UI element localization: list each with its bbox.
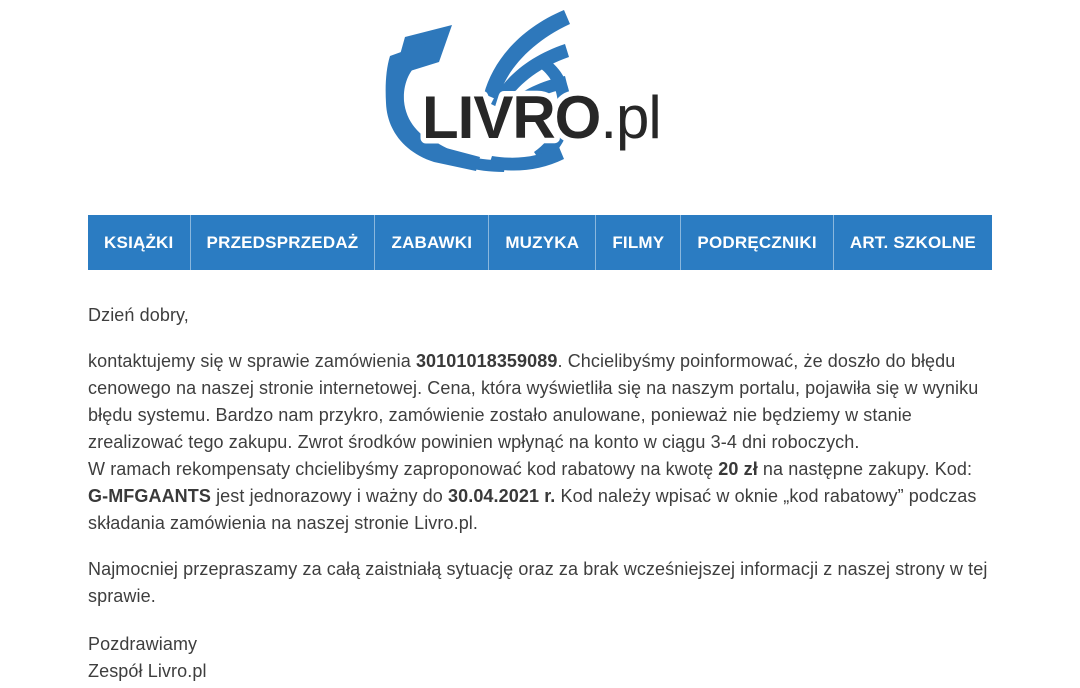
paragraph-order-cancellation: kontaktujemy się w sprawie zamówienia 30101018359089. Chcielibyśmy poinformować, że doszło do błędu cenowego na naszej stronie internetowej. Cena, która wyświetliła się na naszym portalu, pojawiła się w wyniku błędu systemu. Bardzo nam przykro, zamówienie zostało anulowane, ponieważ nie będziemy w stanie zrealizować tego zakupu. Zwrot środków powinien wpłynąć na konto w ciągu 3-4 dni roboczych. W ramach rekompensaty chcielibyśmy zaproponować kod rabatowy na kwotę 20 zł na następne zakupy. Kod: G-MFGAANTS jest jednorazowy i ważny do 30.04.2021 r. Kod należy wpisać w oknie „kod rabatowy” podczas składania zamówienia na naszej stronie Livro.pl. — [88, 351, 979, 533]
nav-item-zabawki[interactable]: ZABAWKI — [374, 215, 488, 270]
paragraph-apology: Najmocniej przepraszamy za całą zaistniałą sytuację oraz za brak wcześniejszej informacji z naszej strony w tej sprawie. — [88, 559, 988, 606]
nav-item-przedsprzedaz[interactable]: PRZEDSPRZEDAŻ — [190, 215, 375, 270]
logo-suffix: .pl — [600, 84, 661, 151]
nav-item-podreczniki[interactable]: PODRĘCZNIKI — [680, 215, 832, 270]
nav-item-ksiazki[interactable]: KSIĄŻKI — [104, 232, 174, 252]
logo-section — [0, 0, 1080, 172]
logo-brand: LIVRO — [422, 84, 601, 151]
logo-wordmark — [422, 84, 661, 151]
main-navbar — [88, 215, 992, 270]
email-body — [88, 302, 992, 685]
livro-logo[interactable] — [380, 6, 700, 172]
signature: Pozdrawiamy Zespół Livro.pl — [88, 634, 207, 681]
nav-item-muzyka[interactable]: MUZYKA — [488, 215, 595, 270]
nav-item-art-szkolne[interactable]: ART. SZKOLNE — [833, 215, 992, 270]
nav-item-filmy[interactable]: FILMY — [595, 215, 680, 270]
greeting: Dzień dobry, — [88, 305, 189, 325]
